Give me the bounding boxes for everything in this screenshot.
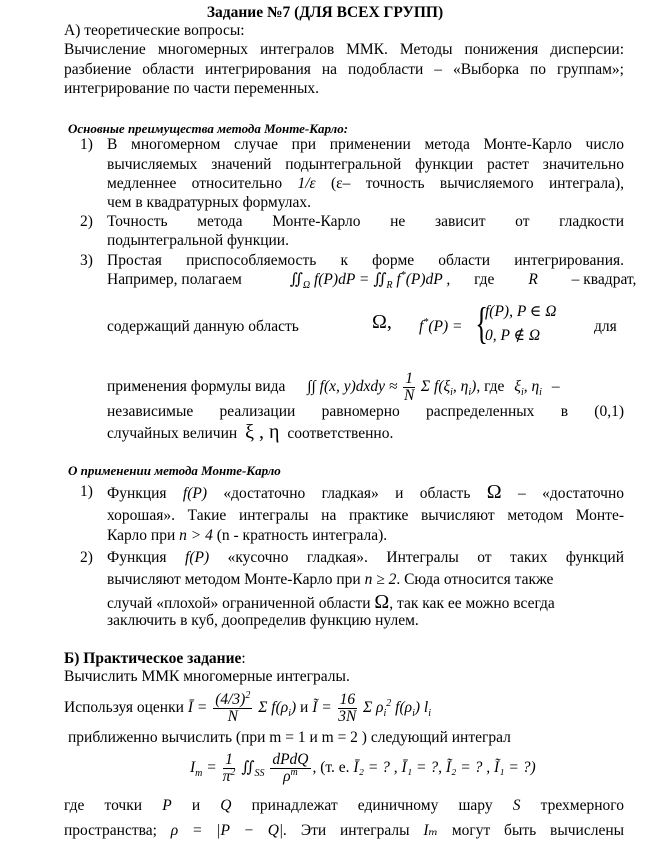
- adv-item-3-line-1: Простая приспособляемость к форме области интегрирования.: [107, 252, 624, 269]
- mc-item-2-line-1: Функция f(P) «кусочно гладкая». Интегралы от таких функций: [107, 549, 625, 566]
- adv-item-1-line-4: чем в квадратурных формулах.: [107, 194, 312, 211]
- mc-item-2-number: 2): [80, 549, 93, 566]
- part-b-line-3: приближенно вычислить (при m = 1 и m = 2 ) следующий интеграл: [68, 729, 511, 746]
- adv-item-3-line-4: применения формулы вида ∫∫ f(x, y)dxdy ≈ $\frac{1}{N}$ Σ $f(\xi_i$, $\eta_i$), где $\xi_i$, $\eta_i$ –: [107, 370, 560, 404]
- adv-item-1-line-2: вычисляемых значений подынтегральной функции растет значительно: [107, 156, 624, 173]
- part-a-heading: А) теоретические вопросы:: [64, 22, 245, 39]
- adv-item-1-line-3: медленнее относительно 1/ε (ε– точность вычисляемого интеграла),: [107, 175, 625, 192]
- adv-item-2-line-1: Точность метода Монте-Карло не зависит от гладкости: [107, 213, 624, 230]
- page-title: Задание №7 (ДЛЯ ВСЕХ ГРУПП): [206, 4, 444, 21]
- mc-item-2-line-3: случай «плохой» ограниченной области Ω, так как ее можно всегда: [107, 591, 555, 613]
- mc-item-1-number: 1): [80, 483, 93, 500]
- advantages-heading: Основные преимущества метода Монте-Карло:: [68, 121, 349, 136]
- part-b-line-4: $I_m$ = $\frac{1}{\pi^2}$ $∬_{SS}$ $\frac{\text{dPdQ}}{\rho^m}$ , (т. е. Ī₂ = ? , Ī₁ = ?, Ĩ₂ = ? , Ĩ₁ = ?): [190, 751, 536, 785]
- part-a-line-1: Вычисление многомерных интегралов ММК. Методы понижения дисперсии:: [64, 41, 624, 58]
- adv-item-3-line-3: содержащий данную область Ω, f*(P) = { f(P), P ∈ Ω 0, P ∉ Ω для: [107, 299, 617, 348]
- part-b-line-6: пространства; ρ = |P − Q|. Эти интегралы Iₘ могут быть вычислены: [64, 822, 625, 839]
- part-b-line-1: Вычислить ММК многомерные интегралы.: [64, 668, 350, 685]
- adv-item-2-number: 2): [80, 213, 93, 230]
- part-a-line-3: интегрирование по части переменных.: [64, 80, 320, 97]
- case-2: 0, P ∉ Ω: [485, 327, 541, 344]
- mc-item-2-line-4: заключить в куб, доопределив функцию нулем.: [107, 612, 419, 629]
- adv-item-3-line-2: Например, полагаем $∬_\Omega$ $f(P)dP = ∬_R$ f*(P)dP , где R – квадрат,: [107, 269, 637, 292]
- part-b-line-2: Используя оценки Ī = $\frac{(4/3)^2}{N}$ Σ $f(\rho_i)$ и Ĩ = $\frac{16}{3N}$ Σ $\rho_i^2$ $f(\rho_i)$ $l_i$: [64, 689, 431, 725]
- adv-item-1-number: 1): [80, 136, 93, 153]
- adv-item-2-line-2: подынтегральной функции.: [107, 232, 289, 249]
- mc-item-1-line-1: Функция f(P) «достаточно гладкая» и область Ω – «достаточно: [107, 481, 624, 503]
- part-b-line-5: где точки P и Q принадлежат единичному шару S трехмерного: [64, 797, 624, 814]
- mc-item-1-line-3: Карло при n > 4 (n - кратность интеграла).: [107, 527, 388, 544]
- case-1: f(P), P ∈ Ω: [485, 303, 557, 320]
- part-b-heading: Б) Практическое задание:: [64, 650, 246, 667]
- adv-item-3-number: 3): [80, 252, 93, 269]
- mc-item-2-line-2: вычисляют методом Монте-Карло при n ≥ 2. Сюда относится также: [107, 571, 554, 588]
- mc-item-1-line-2: хорошая». Такие интегралы на практике вычисляют методом Монте-: [107, 507, 624, 524]
- adv-item-3-line-6: случайных величин ξ , η соответственно.: [107, 421, 394, 443]
- part-a-line-2: разбиение области интегрирования на подобласти – «Выборка по группам»;: [64, 61, 624, 78]
- adv-item-3-line-5: независимые реализации равномерно распределенных в (0,1): [107, 403, 624, 420]
- adv-item-1-line-1: В многомерном случае при применении метода Монте-Карло число: [107, 136, 624, 153]
- monte-carlo-heading: О применении метода Монте-Карло: [68, 463, 281, 478]
